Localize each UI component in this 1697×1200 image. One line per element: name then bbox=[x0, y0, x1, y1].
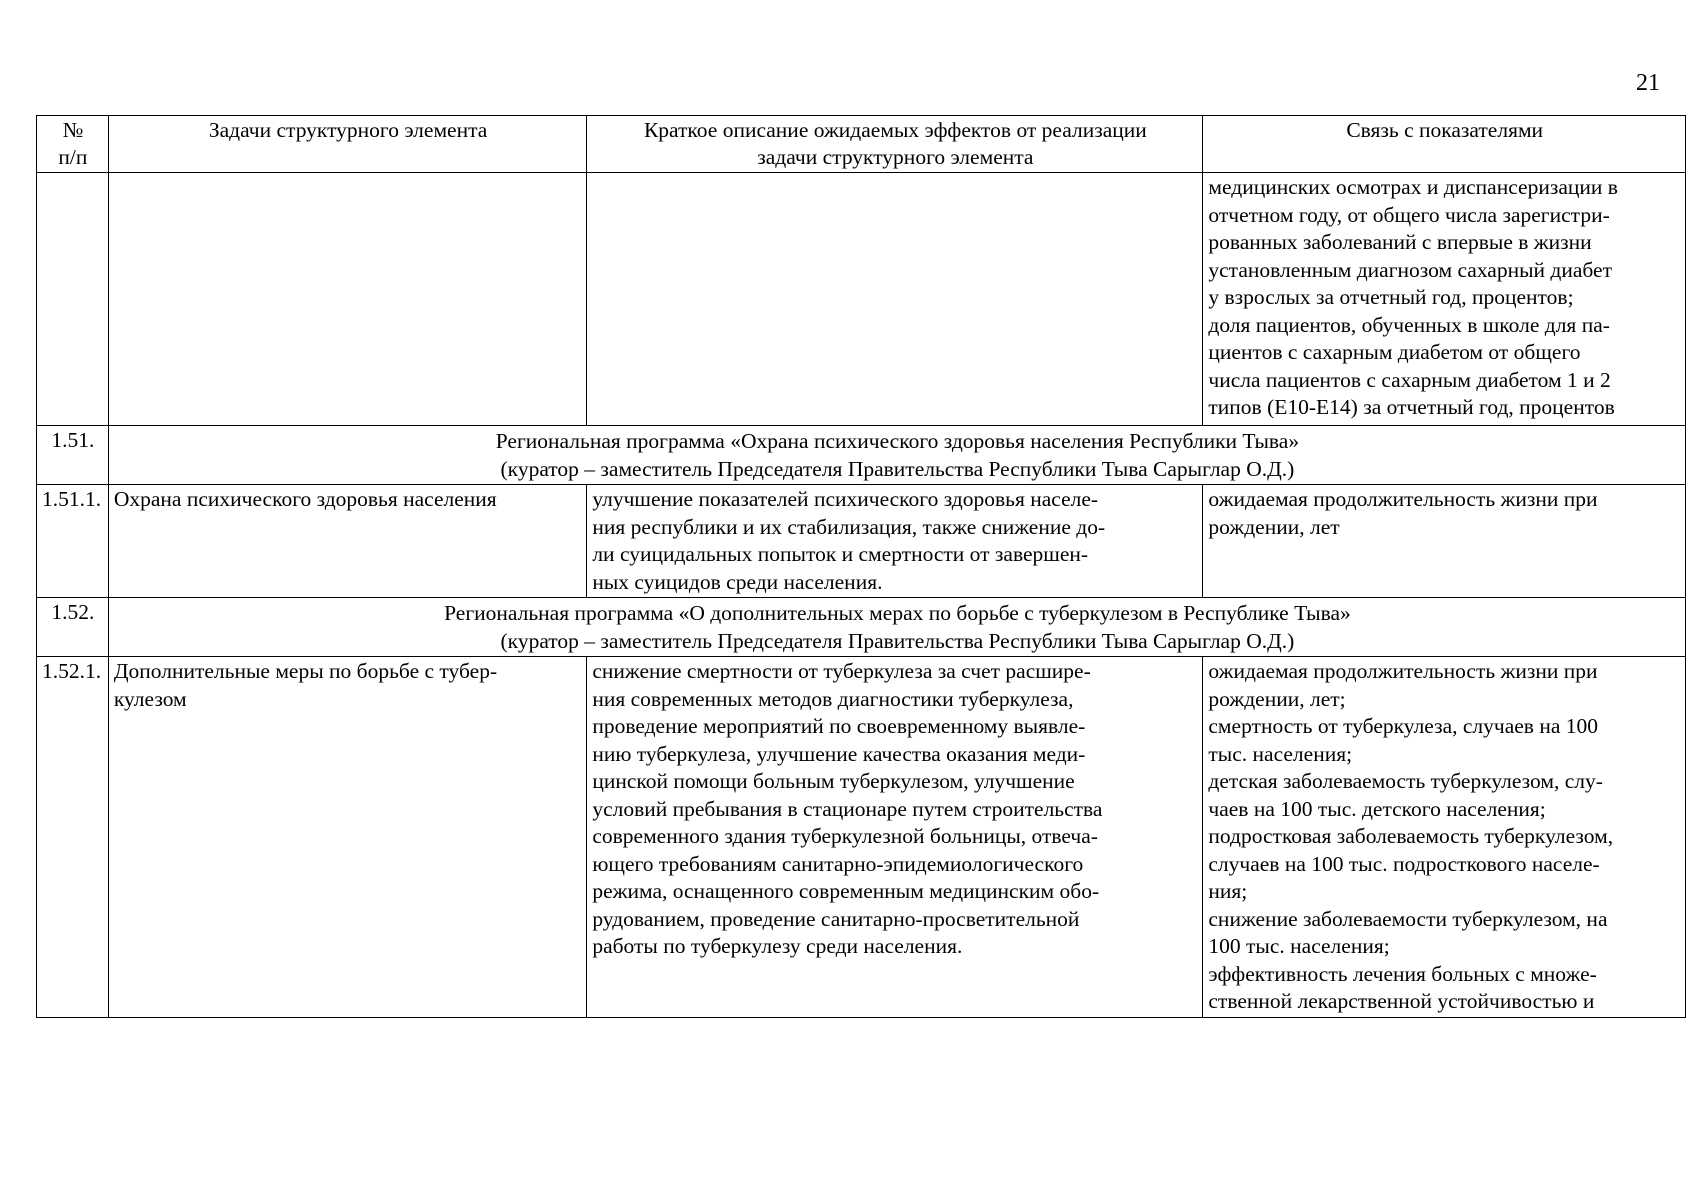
cell-link bbox=[1203, 485, 1686, 598]
header-task: Задачи структурного элемента bbox=[108, 116, 586, 173]
link-line: детская заболеваемость туберкулезом, слу- bbox=[1208, 769, 1603, 793]
link-line: подростковая заболеваемость туберкулезом, bbox=[1208, 824, 1614, 848]
link-line: тыс. населения; bbox=[1208, 741, 1353, 766]
link-line: эффективность лечения больных с множе- bbox=[1208, 961, 1597, 986]
section-title-line: Региональная программа «О дополнительных мерах по борьбе с туберкулезом в Республике Тыва» bbox=[444, 601, 1351, 625]
header-num-line: № bbox=[62, 118, 84, 142]
cell-task bbox=[108, 173, 586, 426]
cell-num: 1.52.1. bbox=[37, 657, 109, 1018]
table-row-1-52-1 bbox=[37, 657, 1686, 1018]
table-header-row bbox=[37, 116, 1686, 173]
section-row-1-51 bbox=[37, 426, 1686, 485]
link-line: рождении, лет bbox=[1208, 514, 1340, 539]
cell-link bbox=[1203, 657, 1686, 1018]
description-line: современного здания туберкулезной больницы, отвеча- bbox=[592, 824, 1098, 848]
table-row-1-51-1 bbox=[37, 485, 1686, 598]
description-line: ния современных методов диагностики туберкулеза, bbox=[592, 686, 1074, 711]
cell-description bbox=[587, 485, 1203, 598]
link-line: числа пациентов с сахарным диабетом 1 и 2 bbox=[1208, 367, 1611, 392]
description-line: снижение смертности от туберкулеза за счет расшире- bbox=[592, 659, 1091, 683]
cell-num bbox=[37, 173, 109, 426]
header-num bbox=[37, 116, 109, 173]
link-line: ожидаемая продолжительность жизни при bbox=[1208, 487, 1598, 511]
link-line: 100 тыс. населения; bbox=[1208, 934, 1390, 958]
cell-description bbox=[587, 173, 1203, 426]
description-line: улучшение показателей психического здоровья населе- bbox=[592, 487, 1099, 511]
link-line: рованных заболеваний с впервые в жизни bbox=[1208, 230, 1592, 254]
description-line: ния республики и их стабилизация, также снижение до- bbox=[592, 514, 1106, 539]
header-description bbox=[587, 116, 1203, 173]
link-line: ственной лекарственной устойчивостью и bbox=[1208, 989, 1595, 1013]
section-title bbox=[108, 426, 1685, 485]
description-line: ных суицидов среди населения. bbox=[592, 569, 883, 594]
description-line: ли суицидальных попыток и смертности от завершен- bbox=[592, 542, 1089, 566]
link-line: смертность от туберкулеза, случаев на 100 bbox=[1208, 714, 1599, 738]
link-line: случаев на 100 тыс. подросткового населе- bbox=[1208, 851, 1600, 876]
section-title-line: Региональная программа «Охрана психического здоровья населения Республики Тыва» bbox=[495, 429, 1300, 453]
section-row-1-52 bbox=[37, 598, 1686, 657]
header-link: Связь с показателями bbox=[1203, 116, 1686, 173]
link-line: рождении, лет; bbox=[1208, 686, 1346, 711]
cell-link bbox=[1203, 173, 1686, 426]
cell-task bbox=[108, 485, 586, 598]
description-line: нию туберкулеза, улучшение качества оказания меди- bbox=[592, 741, 1086, 766]
link-line: ния; bbox=[1208, 879, 1248, 903]
section-title-line: (куратор – заместитель Председателя Правительства Республики Тыва Сарыглар О.Д.) bbox=[500, 457, 1295, 481]
link-line: доля пациентов, обученных в школе для па- bbox=[1208, 312, 1610, 337]
link-line: установленным диагнозом сахарный диабет bbox=[1208, 257, 1612, 282]
section-title-line: (куратор – заместитель Председателя Правительства Республики Тыва Сарыглар О.Д.) bbox=[500, 629, 1295, 653]
description-line: проведение мероприятий по своевременному выявле- bbox=[592, 714, 1086, 738]
table-row-continuation bbox=[37, 173, 1686, 426]
link-line: чаев на 100 тыс. детского населения; bbox=[1208, 796, 1546, 821]
header-description-line: задачи структурного элемента bbox=[757, 145, 1034, 169]
description-line: цинской помощи больным туберкулезом, улучшение bbox=[592, 769, 1075, 793]
link-line: ожидаемая продолжительность жизни при bbox=[1208, 659, 1598, 683]
cell-task bbox=[108, 657, 586, 1018]
task-line: Охрана психического здоровья населения bbox=[113, 487, 497, 511]
link-line: типов (Е10-Е14) за отчетный год, процентов bbox=[1208, 395, 1615, 419]
section-num: 1.52. bbox=[37, 598, 109, 657]
task-line: Дополнительные меры по борьбе с тубер- bbox=[113, 659, 498, 683]
description-line: работы по туберкулезу среди населения. bbox=[592, 934, 963, 958]
link-line: медицинских осмотрах и диспансеризации в bbox=[1208, 175, 1618, 199]
link-line: циентов с сахарным диабетом от общего bbox=[1208, 340, 1581, 364]
link-line: снижение заболеваемости туберкулезом, на bbox=[1208, 906, 1608, 931]
measures-table bbox=[36, 115, 1686, 1018]
description-line: ющего требованиям санитарно-эпидемиологического bbox=[592, 851, 1084, 876]
description-line: условий пребывания в стационаре путем строительства bbox=[592, 796, 1103, 821]
link-line: отчетном году, от общего числа зарегистри- bbox=[1208, 202, 1610, 227]
link-line: у взрослых за отчетный год, процентов; bbox=[1208, 285, 1574, 309]
description-line: режима, оснащенного современным медицинским обо- bbox=[592, 879, 1100, 903]
cell-num: 1.51.1. bbox=[37, 485, 109, 598]
section-num: 1.51. bbox=[37, 426, 109, 485]
header-description-line: Краткое описание ожидаемых эффектов от реализации bbox=[643, 118, 1147, 142]
description-line: рудованием, проведение санитарно-просветительной bbox=[592, 906, 1080, 931]
section-title bbox=[108, 598, 1685, 657]
cell-description bbox=[587, 657, 1203, 1018]
task-line: кулезом bbox=[113, 686, 187, 711]
header-num-line: п/п bbox=[58, 145, 88, 169]
page-number: 21 bbox=[1636, 70, 1660, 96]
